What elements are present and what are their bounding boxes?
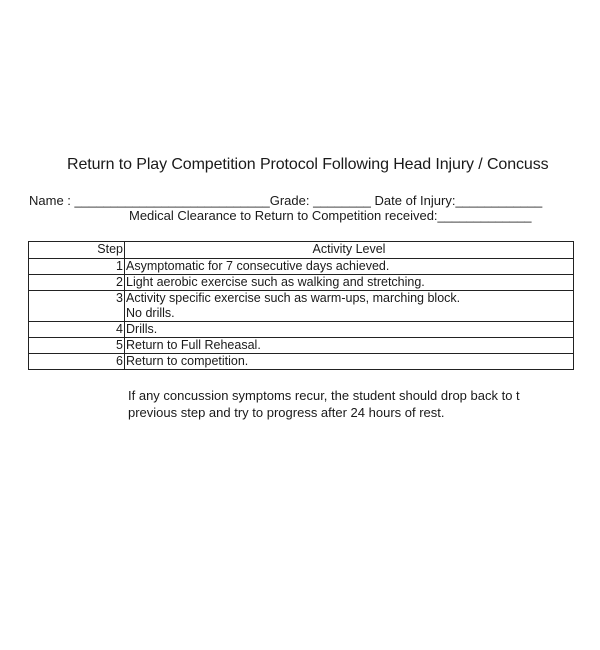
activity-column-header: Activity Level (125, 242, 574, 259)
table-row (29, 291, 574, 322)
activity-level-line: No drills. (126, 306, 175, 320)
step-number: 1 (29, 259, 125, 275)
step-number: 6 (29, 354, 125, 370)
step-number: 3 (29, 291, 125, 322)
activity-level: Asymptomatic for 7 consecutive days achieved. (125, 259, 574, 275)
protocol-table (28, 241, 574, 370)
step-number: 5 (29, 338, 125, 354)
step-number: 4 (29, 322, 125, 338)
note-line: previous step and try to progress after 24 hours of rest. (128, 405, 445, 420)
table-header-row (29, 242, 574, 259)
activity-level-line: Activity specific exercise such as warm-ups, marching block. (126, 291, 461, 305)
step-column-header: Step (29, 242, 125, 259)
activity-level: Return to Full Reheasal. (125, 338, 574, 354)
note-line: If any concussion symptoms recur, the student should drop back to t (128, 388, 520, 403)
recurrence-note (128, 387, 520, 421)
document-title: Return to Play Competition Protocol Following Head Injury / Concuss (67, 156, 549, 173)
activity-level: Return to competition. (125, 354, 574, 370)
table-row (29, 354, 574, 370)
medical-clearance-line: Medical Clearance to Return to Competition received:_____________ (129, 208, 532, 223)
activity-level: Light aerobic exercise such as walking and stretching. (125, 275, 574, 291)
step-number: 2 (29, 275, 125, 291)
table-row (29, 322, 574, 338)
activity-level (125, 291, 574, 322)
table-row (29, 275, 574, 291)
activity-level: Drills. (125, 322, 574, 338)
table-row (29, 338, 574, 354)
table-row (29, 259, 574, 275)
student-info-line: Name : ___________________________Grade: ________ Date of Injury:____________ (29, 193, 543, 208)
